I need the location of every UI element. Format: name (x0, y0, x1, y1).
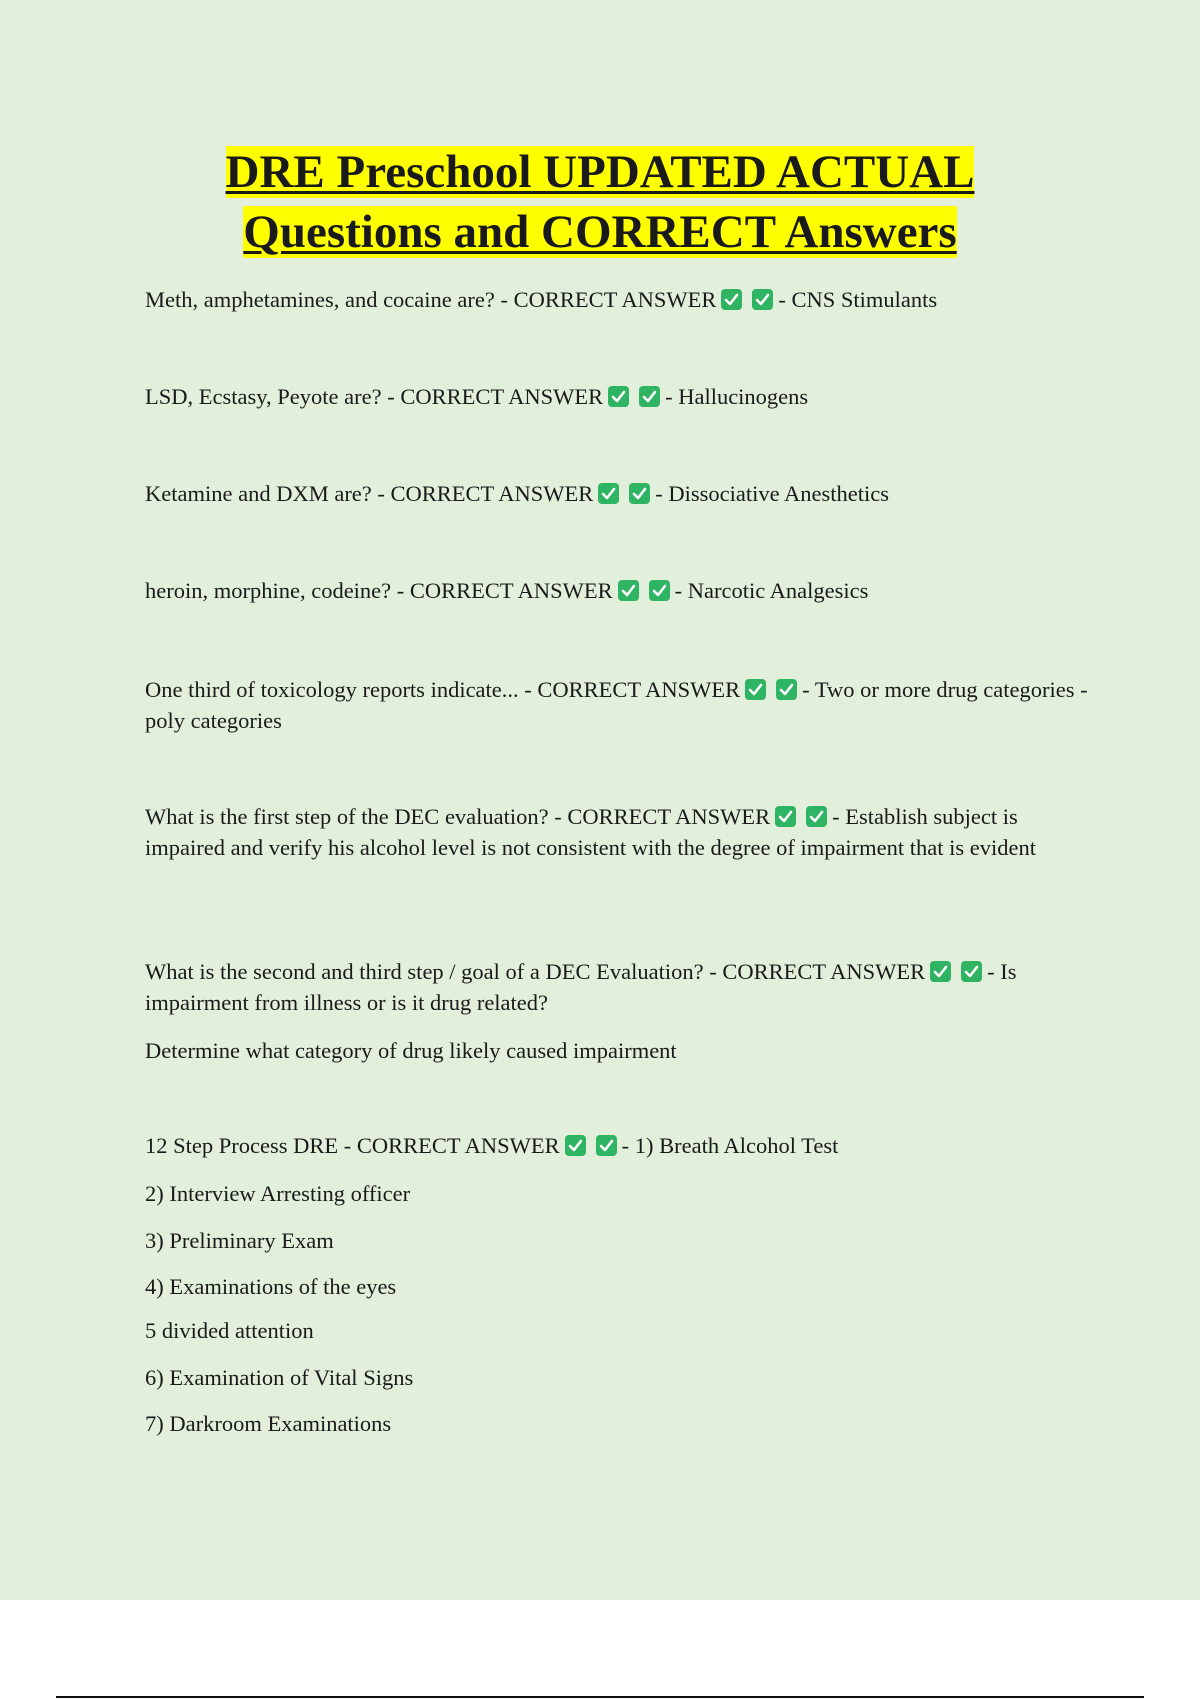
answer-tag: CORRECT ANSWER (537, 677, 741, 702)
answer-tag: CORRECT ANSWER (409, 578, 613, 603)
step-line: 5 divided attention (145, 1318, 314, 1343)
step-line: 2) Interview Arresting officer (145, 1181, 411, 1206)
question-text: 12 Step Process DRE - (145, 1133, 357, 1158)
answer-text: - CNS Stimulants (778, 287, 938, 312)
qa-item-1 (145, 284, 1095, 315)
qa-item-2 (145, 381, 1095, 412)
title-line-2: Questions and CORRECT Answers (243, 206, 957, 258)
question-text: Meth, amphetamines, and cocaine are? - (145, 287, 514, 312)
title-line-1: DRE Preschool UPDATED ACTUAL (225, 146, 975, 198)
step-line: 7) Darkroom Examinations (145, 1411, 392, 1436)
check-mark-icon (776, 679, 797, 700)
question-text: LSD, Ecstasy, Peyote are? - (145, 384, 401, 409)
check-mark-icon (745, 679, 766, 700)
check-mark-icon (618, 580, 639, 601)
step-line: 4) Examinations of the eyes (145, 1274, 397, 1299)
answer-text: - 1) Breath Alcohol Test (621, 1133, 839, 1158)
check-mark-icon (639, 386, 660, 407)
answer-tag: CORRECT ANSWER (567, 804, 771, 829)
qa-item-5 (145, 674, 1095, 736)
answer-tag: CORRECT ANSWER (356, 1133, 560, 1158)
check-mark-icon (806, 806, 827, 827)
check-mark-icon (608, 386, 629, 407)
step-line: 3) Preliminary Exam (145, 1228, 334, 1253)
extra-line: Determine what category of drug likely caused impairment (145, 1038, 677, 1063)
answer-text: - Hallucinogens (665, 384, 809, 409)
question-text: heroin, morphine, codeine? - (145, 578, 410, 603)
check-mark-icon (598, 483, 619, 504)
document-title (0, 142, 1200, 262)
answer-tag: CORRECT ANSWER (513, 287, 717, 312)
check-mark-icon (930, 961, 951, 982)
answer-tag: CORRECT ANSWER (390, 481, 594, 506)
check-mark-icon (565, 1135, 586, 1156)
answer-text: - Narcotic Analgesics (674, 578, 869, 603)
footer-divider (56, 1696, 1144, 1698)
qa-item-4 (145, 575, 1095, 606)
qa-item-6 (145, 801, 1095, 863)
check-mark-icon (775, 806, 796, 827)
check-mark-icon (752, 289, 773, 310)
qa-item-7 (145, 956, 1095, 1018)
answer-text: - Is impairment from illness or is it drug related? (145, 959, 1017, 1015)
question-text: What is the first step of the DEC evaluation? - (145, 804, 568, 829)
answer-text: - Dissociative Anesthetics (655, 481, 889, 506)
check-mark-icon (596, 1135, 617, 1156)
check-mark-icon (721, 289, 742, 310)
check-mark-icon (961, 961, 982, 982)
check-mark-icon (649, 580, 670, 601)
question-text: One third of toxicology reports indicate... - (145, 677, 538, 702)
question-text: What is the second and third step / goal of a DEC Evaluation? - (145, 959, 723, 984)
answer-tag: CORRECT ANSWER (400, 384, 604, 409)
check-mark-icon (629, 483, 650, 504)
qa-item-8 (145, 1130, 1095, 1161)
qa-item-3 (145, 478, 1095, 509)
question-text: Ketamine and DXM are? - (145, 481, 391, 506)
answer-tag: CORRECT ANSWER (722, 959, 926, 984)
answer-text: - Two or more drug categories - poly categories (145, 677, 1088, 733)
answer-text: - Establish subject is impaired and verify his alcohol level is not consistent with the degree of impairment that is evident (145, 804, 1037, 860)
step-line: 6) Examination of Vital Signs (145, 1365, 414, 1390)
